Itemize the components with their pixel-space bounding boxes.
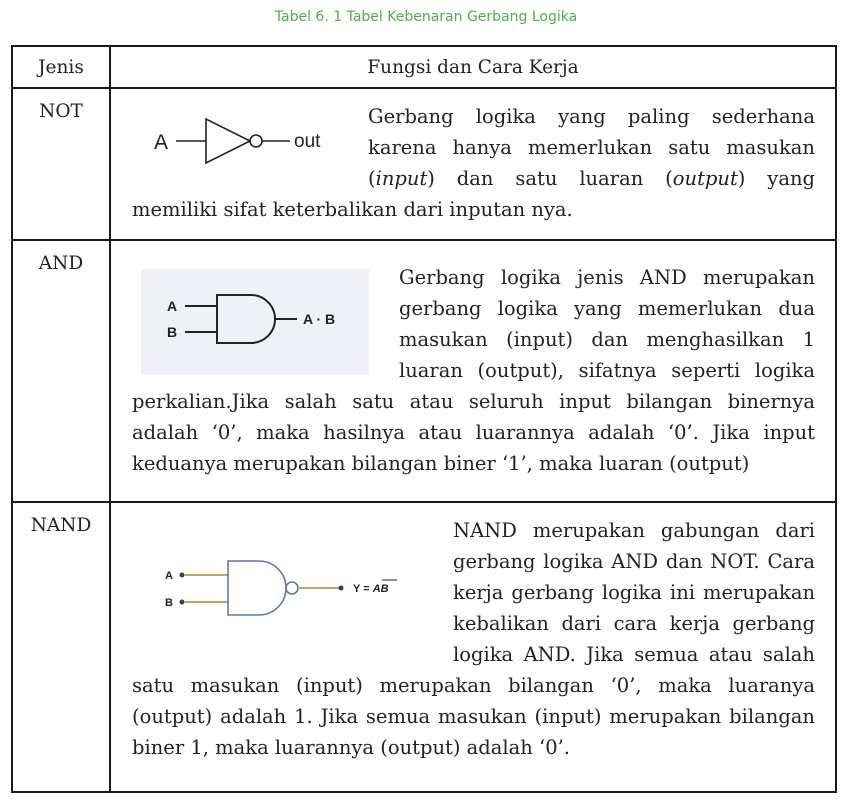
not-desc-part2: ) dan satu luaran ( bbox=[427, 167, 673, 190]
and-gate-diagram bbox=[141, 269, 369, 375]
gate-type-and: AND bbox=[12, 240, 110, 502]
not-desc-part3: ) yang memiliki sifat keterbalikan dari inputan nya. bbox=[132, 167, 815, 221]
and-output-label: A · B bbox=[303, 311, 336, 327]
and-input-a-label: A bbox=[167, 298, 178, 314]
not-input-label: A bbox=[154, 131, 169, 154]
and-input-b-label: B bbox=[167, 324, 178, 340]
nand-input-b-label: B bbox=[165, 597, 173, 609]
nand-description-text: NAND merupakan gabungan dari gerbang logika AND dan NOT. Cara kerja gerbang logika ini merupakan kebalikan dari cara kerja gerbang logika AND. Jika semua atau salah satu masukan (input) merupakan bilangan ‘0’, maka luaranya (output) adalah 1. Jika semua masukan (input) merupakan bilangan biner 1, maka luarannya (output) adalah ‘0’. bbox=[132, 519, 815, 759]
not-desc-term-output: output bbox=[672, 167, 738, 190]
table-row-and bbox=[12, 240, 836, 502]
not-gate-symbol bbox=[140, 107, 356, 171]
nand-output-prefix: Y = bbox=[353, 583, 373, 595]
gate-type-not: NOT bbox=[12, 88, 110, 240]
description-nand bbox=[110, 502, 836, 792]
nand-gate-diagram bbox=[141, 529, 413, 639]
nand-gate-symbol bbox=[141, 529, 413, 639]
table-row-not bbox=[12, 88, 836, 240]
not-gate-diagram bbox=[140, 107, 356, 171]
nand-output-expression: AB bbox=[372, 583, 389, 595]
not-desc-part1: Gerbang logika yang paling sederhana karena hanya memerlukan satu masukan ( bbox=[368, 105, 815, 190]
description-and bbox=[110, 240, 836, 502]
and-gate-symbol bbox=[141, 269, 369, 375]
header-fungsi: Fungsi dan Cara Kerja bbox=[110, 46, 836, 88]
description-not bbox=[110, 88, 836, 240]
not-desc-term-input: input bbox=[375, 167, 428, 190]
nand-input-a-label: A bbox=[165, 570, 173, 582]
truth-table bbox=[11, 45, 837, 793]
and-description-text: Gerbang logika jenis AND merupakan gerbang logika yang memerlukan dua masukan (input) dan menghasilkan 1 luaran (output), sifatnya seperti logika perkalian.Jika salah satu atau seluruh input bilangan binernya adalah ‘0’, maka hasilnya atau luarannya adalah ‘0’. Jika input keduanya merupakan bilangan biner ‘1’, maka luaran (output) bbox=[132, 266, 815, 475]
not-output-label: out bbox=[294, 131, 321, 152]
table-caption: Tabel 6. 1 Tabel Kebenaran Gerbang Logika bbox=[274, 9, 578, 25]
nand-output-label bbox=[353, 583, 389, 595]
header-jenis: Jenis bbox=[12, 46, 110, 88]
table-row-nand bbox=[12, 502, 836, 792]
table-header-row bbox=[12, 46, 836, 88]
gate-type-nand: NAND bbox=[12, 502, 110, 792]
